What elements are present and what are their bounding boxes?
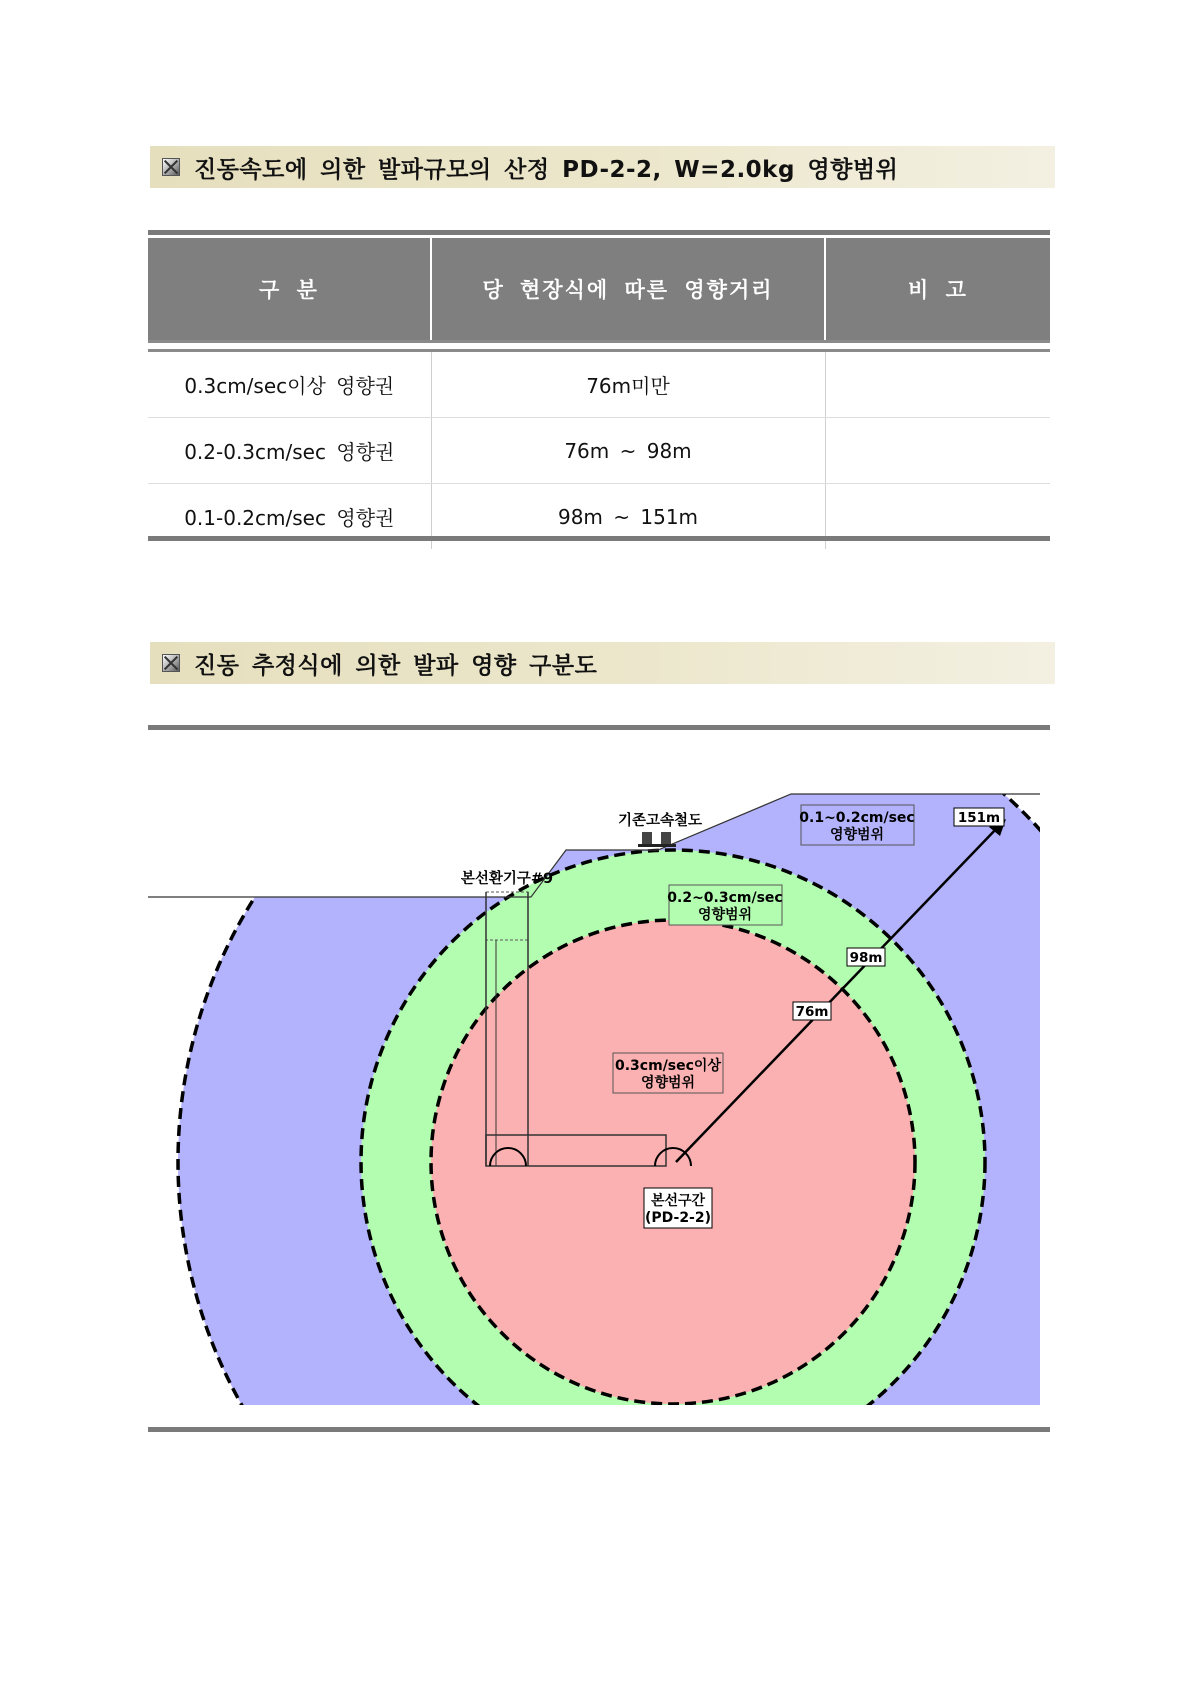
zone-inner-label-line2: 영향범위 <box>640 1075 696 1091</box>
column-header-distance: 당 현장식에 따른 영향거리 <box>431 238 825 342</box>
shaft-label: 본선환기구#9 <box>460 871 554 887</box>
table-row <box>148 418 1050 484</box>
cell-category: 0.1-0.2cm/sec 영향권 <box>148 484 431 550</box>
cell-distance: 76m미만 <box>431 351 825 418</box>
zone-outer-label-line1: 0.1~0.2cm/sec <box>799 810 915 826</box>
cell-category: 0.2-0.3cm/sec 영향권 <box>148 418 431 484</box>
table-bottom-rule <box>148 536 1050 541</box>
column-header-remarks: 비 고 <box>825 238 1050 342</box>
cell-distance: 98m ~ 151m <box>431 484 825 550</box>
cell-category: 0.3cm/sec이상 영향권 <box>148 351 431 418</box>
cell-remarks <box>825 418 1050 484</box>
cell-remarks <box>825 351 1050 418</box>
cell-distance: 76m ~ 98m <box>431 418 825 484</box>
railway-label: 기존고속철도 <box>617 813 703 829</box>
section-header-impact-diagram <box>150 642 1055 684</box>
section-title: 진동 추정식에 의한 발파 영향 구분도 <box>194 652 598 679</box>
zone-inner-circle <box>431 920 915 1404</box>
checkbox-bullet-icon <box>162 654 180 672</box>
table-header-row <box>148 238 1050 342</box>
diagram-bottom-rule <box>148 1427 1050 1432</box>
zone-outer-label-line2: 영향범위 <box>829 827 885 843</box>
blast-impact-zone-diagram <box>148 780 1050 1405</box>
distance-label-151m: 151m <box>957 810 1001 826</box>
zone-middle-label-line1: 0.2~0.3cm/sec <box>667 890 783 906</box>
table-row <box>148 351 1050 418</box>
distance-label-98m: 98m <box>849 950 883 966</box>
main-section-label-line2: (PD-2-2) <box>644 1210 712 1226</box>
column-header-category: 구 분 <box>148 238 431 342</box>
checkbox-bullet-icon <box>162 158 180 176</box>
diagram-top-rule <box>148 725 1050 730</box>
section-title: 진동속도에 의한 발파규모의 산정 PD-2-2, W=2.0kg 영향범위 <box>194 156 899 183</box>
distance-label-76m: 76m <box>795 1004 829 1020</box>
main-section-label-line1: 본선구간 <box>650 1193 706 1209</box>
zone-middle-label-line2: 영향범위 <box>697 907 753 923</box>
section-header-blast-scale <box>150 146 1055 188</box>
zone-inner-label-line1: 0.3cm/sec이상 <box>615 1058 721 1074</box>
impact-distance-table <box>148 238 1050 549</box>
table-top-rule <box>148 230 1050 235</box>
